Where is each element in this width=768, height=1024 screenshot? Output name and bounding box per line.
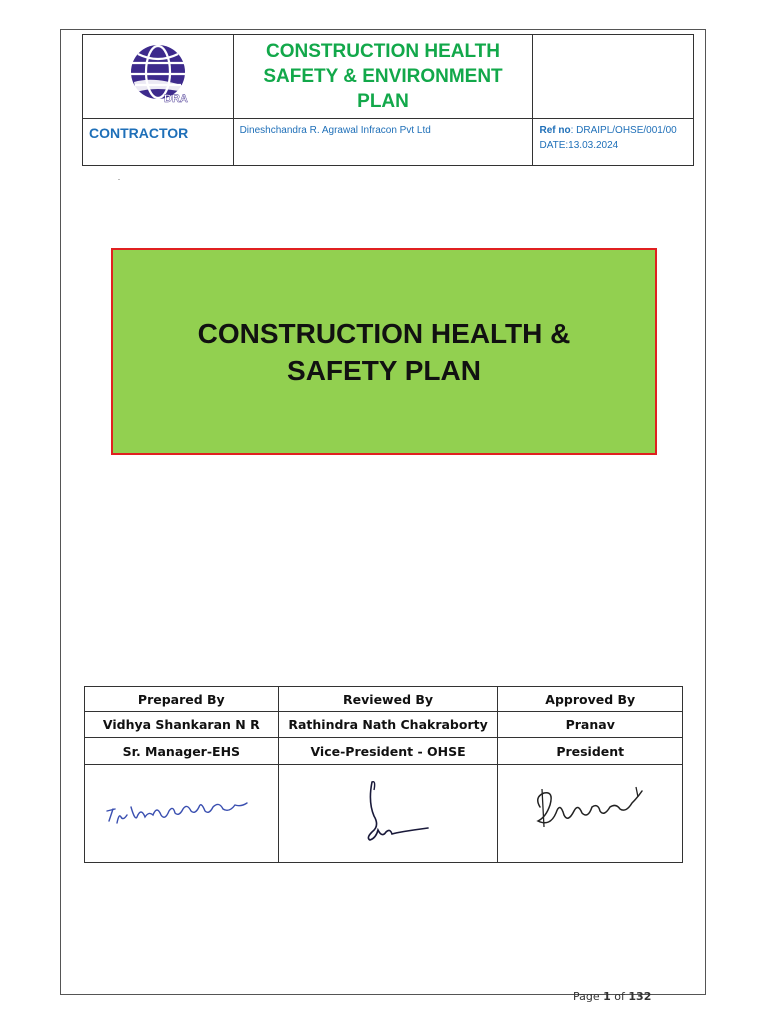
header-title [233, 35, 533, 119]
approval-table [84, 686, 683, 863]
ref-value: : DRAIPL/OHSE/001/00 [570, 125, 677, 136]
page-label: Page [573, 990, 600, 1003]
stray-mark [118, 179, 120, 180]
header-title-text: CONSTRUCTION HEALTH SAFETY & ENVIRONMENT PLAN [263, 41, 503, 112]
reviewer-designation: Vice-President - OHSE [278, 738, 498, 765]
main-title-box [111, 248, 657, 455]
logo-cell [83, 35, 234, 119]
document-date: DATE:13.03.2024 [539, 140, 619, 151]
approver-name: Pranav [498, 712, 683, 738]
preparer-designation: Sr. Manager-EHS [85, 738, 279, 765]
reviewed-by-heading: Reviewed By [278, 687, 498, 712]
document-header [82, 34, 694, 166]
page-of-label: of [614, 990, 625, 1003]
ref-cell [533, 119, 694, 166]
approver-signature-cell [498, 765, 683, 863]
company-name: Dineshchandra R. Agrawal Infracon Pvt Ltd [233, 119, 533, 166]
main-title [198, 315, 571, 389]
main-title-line2: SAFETY PLAN [287, 354, 481, 386]
page-total: 132 [628, 990, 652, 1003]
approver-designation: President [498, 738, 683, 765]
reviewer-signature-cell [278, 765, 498, 863]
page-footer [573, 990, 651, 1003]
logo-lettering: DRA [163, 93, 188, 105]
reviewer-signature [328, 772, 448, 852]
reviewer-name: Rathindra Nath Chakraborty [278, 712, 498, 738]
approved-by-heading: Approved By [498, 687, 683, 712]
page-current: 1 [603, 990, 611, 1003]
preparer-name: Vidhya Shankaran N R [85, 712, 279, 738]
prepared-by-heading: Prepared By [85, 687, 279, 712]
preparer-signature [101, 787, 261, 837]
main-title-line1: CONSTRUCTION HEALTH & [197, 317, 571, 349]
dra-globe-logo [126, 42, 190, 106]
ref-label: Ref no [539, 125, 571, 136]
header-blank-cell [533, 35, 694, 119]
preparer-signature-cell [85, 765, 279, 863]
contractor-label: CONTRACTOR [83, 119, 234, 166]
approver-signature [520, 777, 660, 847]
